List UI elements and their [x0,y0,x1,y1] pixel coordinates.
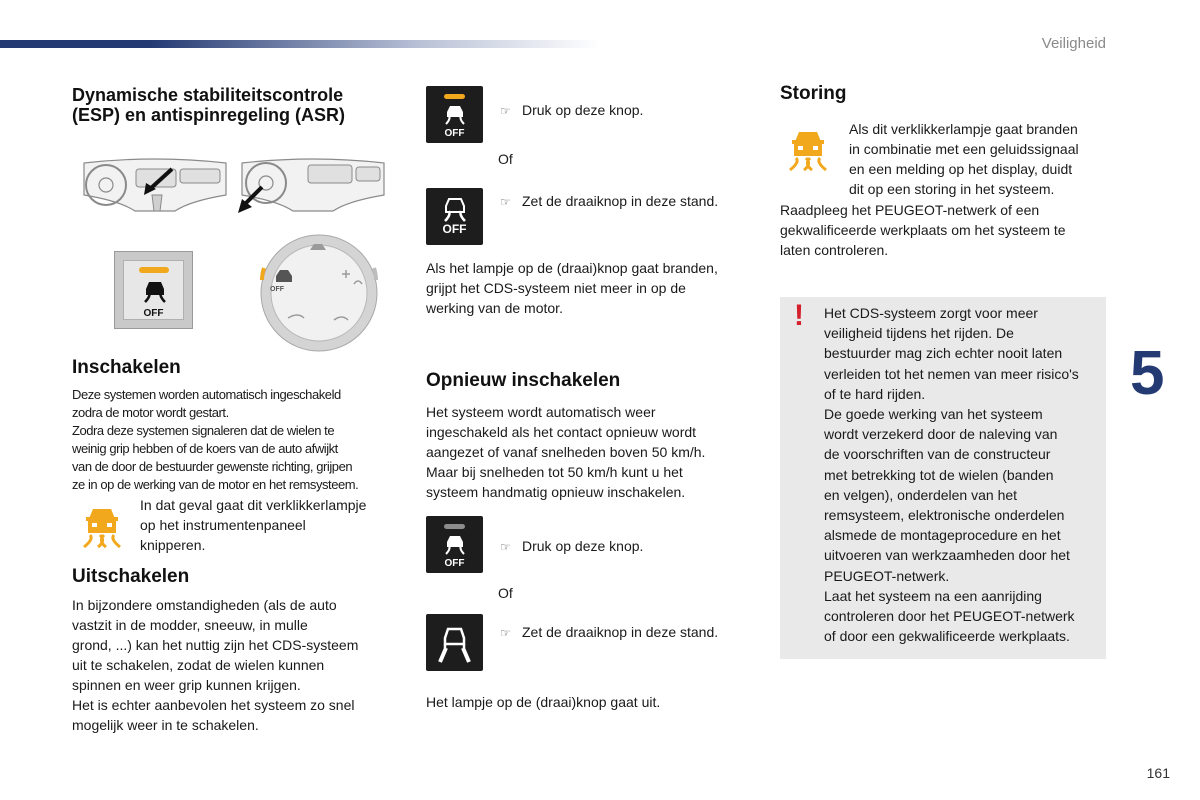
amber-indicator-led [139,267,169,273]
exclamation-icon: ! [794,299,804,332]
or-label: Of [498,151,513,167]
off-label: OFF [143,308,164,319]
fault-warning-lamp-icon [786,126,830,172]
skid-car-icon [443,533,467,555]
reenable-turn-knob-step: ☞ Zet de draaiknop in deze stand. [500,624,719,640]
hand-pointer-icon: ☞ [500,626,511,640]
disable-paragraph: In bijzondere omstandigheden (als de auto vastzit in de modder, sneeuw, in mulle grond, ...) kan het nuttig zijn het CDS-systeem uit te schakelen, zodat de wielen kunnen spinnen en weer grip kunnen krijgen. Het is echter aanbevolen het systeem zo snel mogelijk weer in te schakelen. [72,597,359,733]
esp-warning-lamp-icon [80,503,124,549]
lamp-off-text: Het lampje op de (draai)knop gaat uit. [426,694,661,710]
safety-warning-box [780,297,1106,659]
car-road-icon [432,620,477,665]
press-button-step: ☞ Druk op deze knop. [500,102,644,118]
fault-heading: Storing [780,83,847,104]
knob-off-label: OFF [270,286,284,293]
dashboard-illustration-right [238,155,388,220]
enable-heading: Inschakelen [72,357,181,378]
esp-off-button-illustration [114,251,193,329]
reenable-paragraph: Het systeem wordt automatisch weer ingeschakeld als het contact opnieuw wordt aangezet of vanaf snelheden boven 50 km/h. Maar bij snelheden tot 50 km/h kunt u het systeem handmatig opnieuw inschakelen. [426,404,706,500]
enable-warning-text: In dat geval gaat dit verklikkerlampje op het instrumentenpaneel knipperen. [140,497,367,553]
reenable-or-label: Of [498,585,513,601]
section-title: Veiligheid [1041,35,1106,52]
grey-led-icon [444,524,465,529]
enable-paragraph: Deze systemen worden automatisch ingeschakeld zodra de motor wordt gestart. Zodra deze systemen signaleren dat de wielen te weinig grip hebben of de koers van de auto afwijkt van de door de bestuurder gewenste richting, grijpen ze in op de werking van de motor en het remsysteem. [72,387,359,492]
rotary-knob-illustration [258,234,380,352]
knob-off-position-icon: OFF [426,188,483,245]
esp-off-button-off-icon: OFF [426,516,483,573]
esp-asr-title: Dynamische stabiliteitscontrole (ESP) en antispinregeling (ASR) [72,85,346,125]
skid-car-icon [443,103,467,125]
lamp-on-paragraph: Als het lampje op de (draai)knop gaat branden, grijpt het CDS-systeem niet meer in op de werking van de motor. [426,260,718,316]
hand-pointer-icon: ☞ [500,104,511,118]
hand-pointer-icon: ☞ [500,540,511,554]
header-color-bar [0,40,600,48]
chapter-number: 5 [1130,339,1165,408]
dashboard-illustration-left [80,155,230,220]
fault-paragraph: Raadpleeg het PEUGEOT-netwerk of een gekwalificeerde werkplaats om het systeem te laten controleren. [780,202,1066,258]
knob-normal-position-icon [426,614,483,671]
esp-off-button-on-icon: OFF [426,86,483,143]
amber-led-icon [444,94,465,99]
disable-heading: Uitschakelen [72,566,190,587]
skid-car-icon [141,278,169,304]
hand-pointer-icon: ☞ [500,195,511,209]
fault-icon-text: Als dit verklikkerlampje gaat branden in combinatie met een geluidssignaal en een melding op het display, duidt dit op een storing in het systeem. [849,121,1079,197]
reenable-heading: Opnieuw inschakelen [426,370,621,391]
safety-warning-text: Het CDS-systeem zorgt voor meer veiligheid tijdens het rijden. De bestuurder mag zich echter nooit laten verleiden tot het nemen van meer risico's of te hard rijden. De goede werking van het systeem wordt verzekerd door de naleving van de voorschriften van de constructeur met betrekking tot de wielen (banden en velgen), onderdelen van het remsysteem, elektronische onderdelen alsmede de montageprocedure en het uitvoeren van werkzaamheden door het PEUGEOT-netwerk. Laat het systeem na een aanrijding controleren door het PEUGEOT-netwerk of door een gekwalificeerde werkplaats. [824,305,1079,645]
skid-car-icon [441,196,469,222]
turn-knob-step: ☞ Zet de draaiknop in deze stand. [500,193,719,209]
page-number: 161 [1146,765,1170,781]
reenable-press-button-step: ☞ Druk op deze knop. [500,538,644,554]
